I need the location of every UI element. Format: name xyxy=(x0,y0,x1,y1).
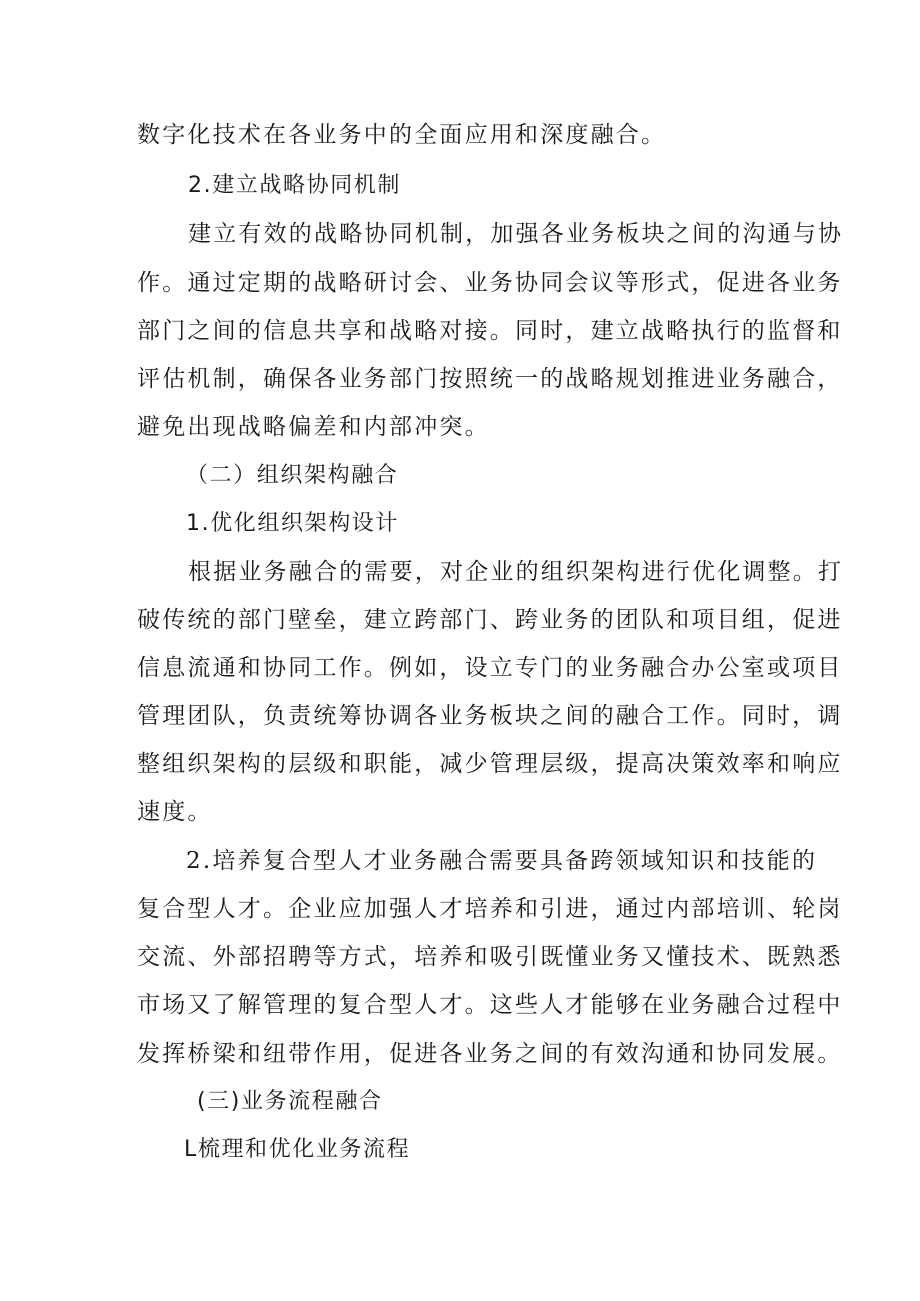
paragraph-line: 整组织架构的层级和职能，减少管理层级，提高决策效率和响应 xyxy=(137,751,843,777)
subsection-heading: 1.优化组织架构设计 xyxy=(186,511,399,536)
paragraph-line: 评估机制，确保各业务部门按照统一的战略规划推进业务融合， xyxy=(137,366,843,392)
subsection-heading: 2.建立战略协同机制 xyxy=(188,173,401,198)
subsection-heading: L梳理和优化业务流程 xyxy=(184,1137,411,1162)
paragraph-line: 建立有效的战略协同机制，加强各业务板块之间的沟通与协 xyxy=(188,221,844,247)
paragraph-line: 部门之间的信息共享和战略对接。同时，建立战略执行的监督和 xyxy=(137,318,843,344)
paragraph-line: 2.培养复合型人才业务融合需要具备跨领域知识和技能的 xyxy=(186,848,818,874)
paragraph-line: 交流、外部招聘等方式，培养和吸引既懂业务又懂技术、既熟悉 xyxy=(137,944,843,970)
paragraph-line: 速度。 xyxy=(137,799,213,825)
paragraph-line: 发挥桥梁和纽带作用，促进各业务之间的有效沟通和协同发展。 xyxy=(137,1041,843,1067)
section-heading: (三)业务流程融合 xyxy=(197,1089,383,1114)
paragraph-line: 市场又了解管理的复合型人才。这些人才能够在业务融合过程中 xyxy=(137,992,843,1018)
paragraph-line: 根据业务融合的需要，对企业的组织架构进行优化调整。打 xyxy=(188,559,844,585)
paragraph-line: 复合型人才。企业应加强人才培养和引进，通过内部培训、轮岗 xyxy=(137,896,843,922)
paragraph-line: 作。通过定期的战略研讨会、业务协同会议等形式，促进各业务 xyxy=(137,270,843,296)
paragraph-line: 数字化技术在各业务中的全面应用和深度融合。 xyxy=(137,122,667,148)
section-heading: （二）组织架构融合 xyxy=(186,463,399,488)
paragraph-line: 破传统的部门壁垒，建立跨部门、跨业务的团队和项目组，促进 xyxy=(137,607,843,633)
paragraph-line: 信息流通和协同工作。例如，设立专门的业务融合办公室或项目 xyxy=(137,655,843,681)
paragraph-line: 避免出现战略偏差和内部冲突。 xyxy=(137,414,490,440)
paragraph-line: 管理团队，负责统筹协调各业务板块之间的融合工作。同时，调 xyxy=(137,703,843,729)
